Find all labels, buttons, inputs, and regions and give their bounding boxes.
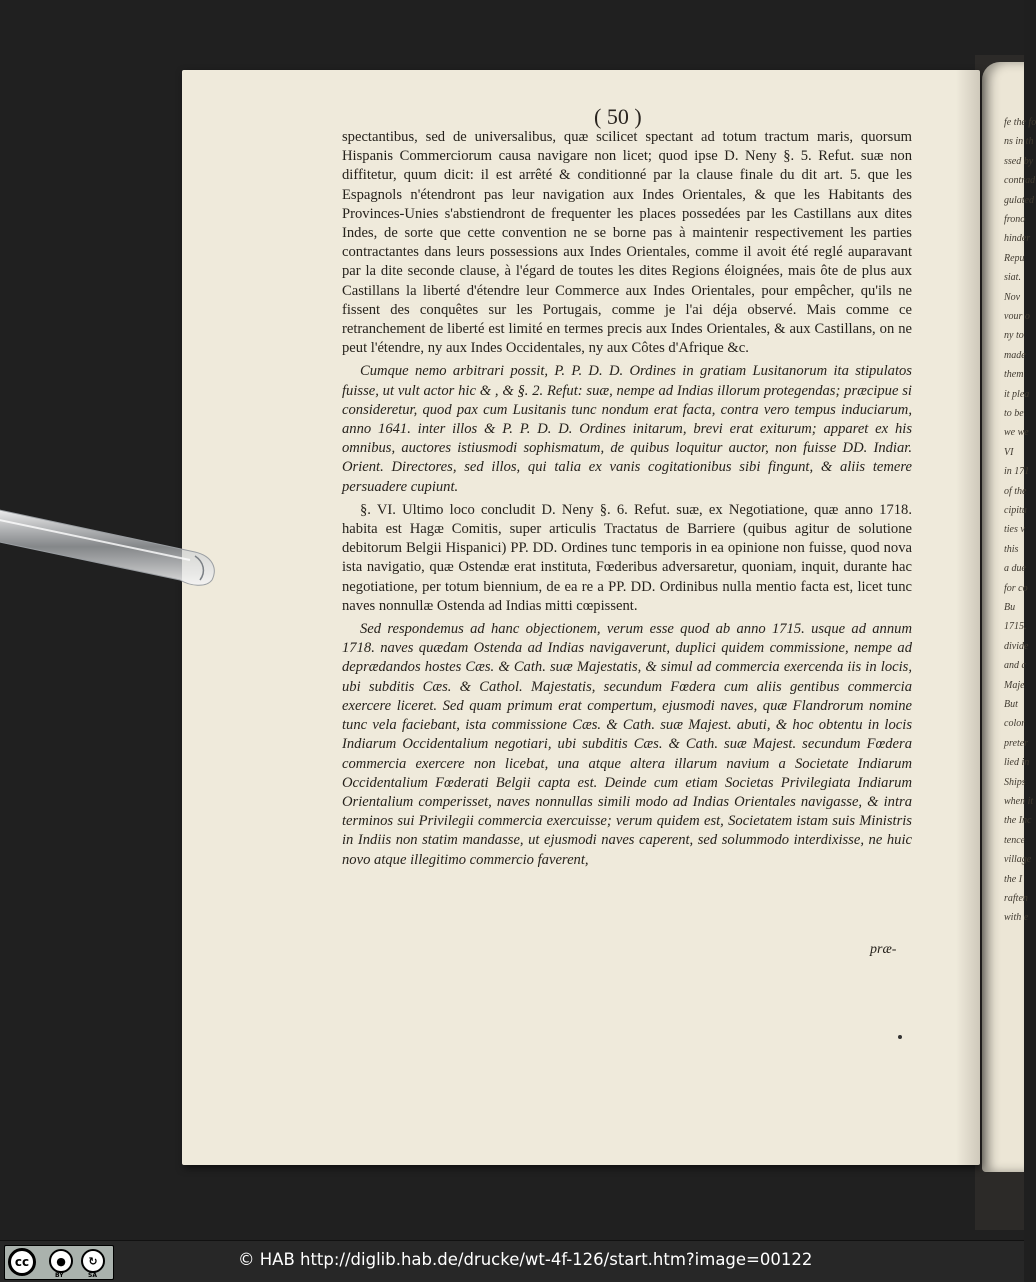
- facing-page-fragment: raften: [1004, 893, 1028, 904]
- page-number: ( 50 ): [594, 104, 642, 129]
- facing-page-fragment: VI: [1004, 446, 1014, 458]
- facing-page-fragment: ssed by: [1004, 155, 1034, 167]
- page-gutter-shadow: [956, 70, 980, 1165]
- facing-page-fragment: Nov: [1004, 291, 1021, 303]
- share-alike-icon: ↻: [81, 1249, 105, 1273]
- facing-page-fragment: tence: [1004, 834, 1026, 846]
- catchword: præ-: [870, 942, 897, 957]
- facing-page-fragment: siat.: [1004, 272, 1021, 284]
- facing-page-fragment: Repu: [1004, 252, 1025, 264]
- facing-page-fragment: But: [1004, 699, 1018, 710]
- facing-page-fragment: fe the fo: [1004, 117, 1036, 128]
- facing-page-fragment: Bu: [1004, 602, 1016, 613]
- facing-page-fragment: we we: [1004, 427, 1029, 439]
- book-page: [182, 70, 980, 1165]
- page-text-block: [342, 128, 912, 874]
- facing-page-fragment: made: [1004, 349, 1026, 361]
- facing-page-fragment: the I: [1004, 873, 1023, 885]
- facing-page-fragment: of the: [1004, 485, 1027, 497]
- facing-page-fragment: when it: [1004, 796, 1034, 807]
- facing-page-fragment: it plea: [1004, 388, 1030, 400]
- facing-page-fragment: and c: [1004, 660, 1026, 672]
- facing-page-fragment: 1715.: [1004, 621, 1027, 633]
- paragraph: §. VI. Ultimo loco concludit D. Neny §. 6. Refut. suæ, ex Negotiatione, quæ anno 1718. habita est Hagæ Comitis, super articulis Tractatus de Barriere (quibus agitur de solutione debitorum Belgii Hispanici) PP. DD. Ordines tunc temporis in ea opinione non fuisse, quod nova ista navigatio, quæ Ostendæ erat instituta, Fœderibus adversaretur, quoniam, inquit, durante hac negotiatione, per totum biennium, de ea re a PP. DD. Ordinibus nulla mentio facta est, licet tunc naves nonnullæ Ostenda ad Indias mitti cœpissent.: [342, 501, 912, 614]
- footer-bar: [0, 1240, 1024, 1282]
- facing-page-fragment: with e: [1004, 912, 1029, 924]
- facing-page-fragment: Ships: [1004, 776, 1026, 788]
- facing-page-fragment: gulated: [1004, 194, 1034, 206]
- cc-logo-icon: cc: [8, 1248, 36, 1276]
- by-label: BY: [55, 1272, 64, 1279]
- paragraph: Sed respondemus ad hanc objectionem, verum esse quod ab anno 1715. usque ad annum 1718. naves quædam Ostenda ad Indias navigaverunt, duplici quidem commissione, nempe ad deprædandos hostes Cæs. & Cath. suæ Majestatis, & simul ad commercia exercenda iis in locis, ubi subditis Cæs. & Cathol. Majestatis, secundum Fœdera cum aliis gentibus commercia exercere liceret. Sed quam primum erat compertum, ejusmodi naves, quæ Flandrorum nomine tunc vela faciebant, ista commissione Cæs. & Cath. suæ Majest. abuti, & hoc obtentu in locis Indiarum Occidentalium negotiari, ubi subditis Cæs. & Cath. suæ Majest. secundum Fœdera commercia exercere non licebat, una atque altera illarum navium a Societate Indiarum Occidentalium Fœderati Belgii capta est. Deinde cum etiam Societas Privilegiata Indiarum Orientalium comperisset, naves nonnullas simili modo ad Indias Orientales navigasse, & intra terminos sui Privilegii commercia exercuisse; verum quidem est, Societatem istam suis Ministris in Indiis non statim mandasse, ut ejusmodi naves caperent, sed solummodo interdixisse, ne huic novo atque illegitimo commercio faverent,: [342, 621, 912, 868]
- facing-page-edge: [982, 62, 1036, 1172]
- paragraph: Cumque nemo arbitrari possit, P. P. D. D. Ordines in gratiam Lusitanorum ita stipulatos fuisse, ut vult actor hic & , & §. 2. Refut: suæ, nempe ad Indias illorum protegendas; præcipue si consideretur, quod pax cum Lusitanis tunc nondum erat facta, contra vero tempus induciarum, anno 1641. inter illos & P. P. D. D. Ordines initarum, brevi erat exiturum; apparet ex his omnibus, auctores istiusmodi sophismatum, de quibus loquitur auctor, non fuisse DD. Indiar. Orient. Directores, sed illos, qui talia ex vanis cogitationibus sibi fingunt, & aliis temere persuadere cupiunt.: [342, 363, 912, 495]
- facing-page-fragment: to be: [1004, 408, 1024, 419]
- facing-page-fragment: cipitu: [1004, 505, 1027, 516]
- facing-page-fragment: vour o: [1004, 311, 1030, 322]
- facing-page-fragment: preter: [1004, 737, 1029, 749]
- facing-page-fragment: ns in th: [1004, 136, 1034, 148]
- facing-page-fragment: contrad: [1004, 175, 1036, 187]
- facing-page-fragment: them: [1004, 369, 1024, 381]
- facing-page-fragment: Maje: [1004, 679, 1025, 691]
- paragraph: spectantibus, sed de universalibus, quæ scilicet spectant ad totum tractum maris, quorsum Hispanis Commerciorum causa navigare non licet; quod ipse D. Neny §. 5. Refut. suæ non diffitetur, quum dicit: il est arrêté & conditionné par la clause finale du dit art. 5. que les Espagnols n'étendront pas leur navigation aux Indes Orientales, & que les Habitants des Provinces-Unies s'abstiendront de frequenter les places possedées par les Castillans aux dites Indes, de sorte que cette convention ne se borne pas à maintenir respectivement les parties contractantes dans leurs possessions aux Indes Orientales, comme il avoit été reglé auparavant par la dite seconde clause, à l'égard de toutes les dites Regions éloignées, mais ôte de plus aux Castillans la liberté d'étendre leur Commerce aux Indes Orientales, pour empêcher, qu'ils ne fissent des conquêtes sur les Portugais, comme je l'ai déja observé. Mais comme ce retranchement de liberté est limité en termes precis aux Indes Orientales, & aux Castillans, on ne peut l'étendre, ny aux Indes Occidentales, ny aux Côtes d'Afrique &c.: [342, 129, 912, 357]
- facing-page-fragment: color: [1004, 718, 1026, 730]
- facing-page-fragment: lied in: [1004, 757, 1030, 769]
- sa-label: SA: [88, 1272, 97, 1279]
- footer-credit-link[interactable]: © HAB http://diglib.hab.de/drucke/wt-4f-126/start.htm?image=00122: [238, 1250, 813, 1269]
- facing-page-fragment: village: [1004, 854, 1032, 866]
- facing-page-fragment: frono: [1004, 214, 1026, 225]
- facing-page-fragment: the Inc: [1004, 815, 1032, 827]
- facing-page-fragment: a due: [1004, 563, 1026, 575]
- facing-page-fragment: in 171: [1004, 466, 1030, 478]
- facing-page-fragment: hinder: [1004, 233, 1031, 245]
- facing-page-fragment: ties v: [1004, 524, 1025, 536]
- facing-page-fragment: divide: [1004, 640, 1029, 652]
- facing-page-fragment: ny to: [1004, 330, 1024, 342]
- facing-page-fragment: this: [1004, 543, 1019, 555]
- ink-dot: [898, 1035, 902, 1039]
- cc-license-badge[interactable]: [4, 1245, 114, 1280]
- facing-page-fragment: for co: [1004, 582, 1028, 594]
- attribution-person-icon: ●: [49, 1249, 73, 1273]
